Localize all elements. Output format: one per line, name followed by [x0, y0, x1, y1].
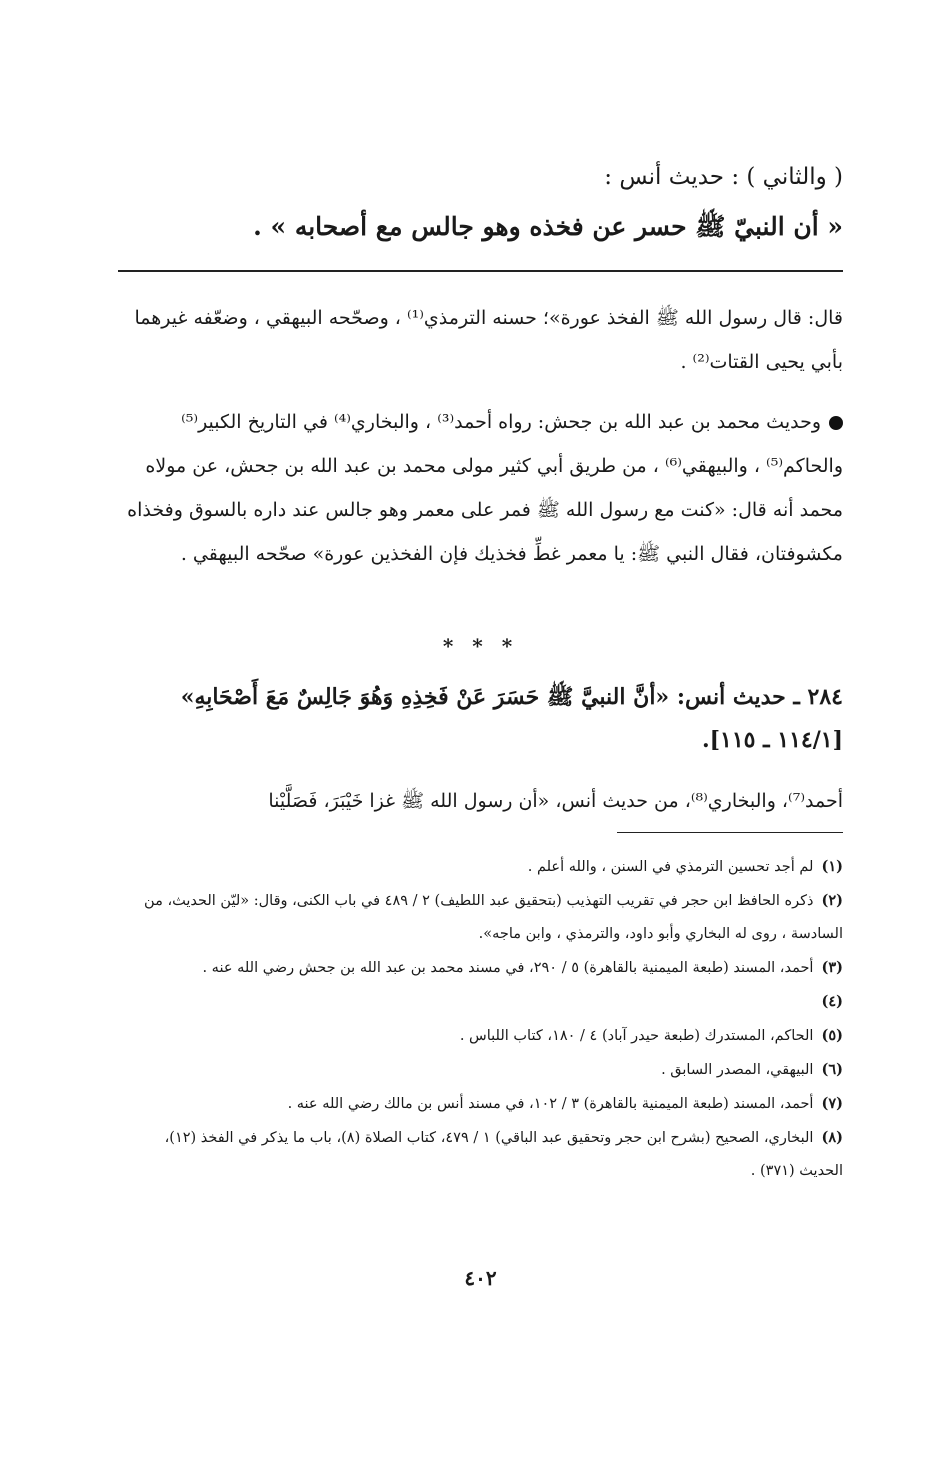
footnote	[118, 1087, 843, 1121]
heading-line-2: « أن النبيّ ﷺ حسر عن فخذه وهو جالس مع أصحابه » .	[253, 212, 843, 241]
bullet-icon	[829, 416, 843, 430]
footnote-number: (٨)	[821, 1129, 843, 1146]
footnote-text: الحاكم، المستدرك (طبعة حيدر آباد) ٤ / ١٨٠، كتاب اللباس .	[459, 1028, 814, 1044]
footnote-text: البخاري، الصحيح (بشرح ابن حجر وتحقيق عبد الباقي) ١ / ٤٧٩، كتاب الصلاة (٨)، باب ما يذكر في الفخذ (١٢)، الحديث (٣٧١) .	[164, 1130, 843, 1179]
footnote-text: ذكره الحافظ ابن حجر في تقريب التهذيب (بتحقيق عبد اللطيف) ٢ / ٤٨٩ في باب الكنى، وقال: «ليّن الحديث، من السادسة ، روى له البخاري وأبو داود، والترمذي ، وابن ماجه».	[144, 893, 843, 942]
footnote-divider	[617, 832, 843, 833]
footnotes	[118, 850, 843, 1188]
heading-divider	[118, 270, 843, 272]
footnote-text: أحمد، المسند (طبعة الميمنية بالقاهرة) ٣ / ١٠٢، في مسند أنس بن مالك رضي الله عنه .	[287, 1096, 814, 1112]
footnote	[118, 850, 843, 884]
paragraph-2	[118, 400, 843, 576]
footnote-number: (٤)	[821, 993, 843, 1010]
footnote	[118, 884, 843, 951]
footnote-number: (٥)	[821, 1027, 843, 1044]
footnote-text: أحمد، المسند (طبعة الميمنية بالقاهرة) ٥ / ٢٩٠، في مسند محمد بن عبد الله بن جحش رضي الله عنه .	[202, 960, 814, 976]
footnote	[118, 1019, 843, 1053]
footnote-number: (١)	[821, 858, 843, 875]
paragraph-3: أحمد⁽⁷⁾، والبخاري⁽⁸⁾، من حديث أنس، «أن رسول الله ﷺ غزا خَيْبَرَ، فَصَلَّيْنا	[268, 790, 843, 812]
heading-line-1: ( والثاني ) : حديث أنس :	[604, 164, 843, 190]
page-number: ٤٠٢	[464, 1266, 497, 1290]
footnote-text: لم أجد تحسين الترمذي في السنن ، والله أعلم .	[527, 859, 814, 875]
footnote	[118, 1053, 843, 1087]
footnote-number: (٦)	[821, 1061, 843, 1078]
section-separator: * * *	[442, 634, 519, 658]
footnote	[118, 985, 843, 1019]
footnote-text: البيهقي، المصدر السابق .	[661, 1062, 814, 1078]
footnote-number: (٣)	[821, 959, 843, 976]
hadith-heading	[118, 676, 843, 762]
chapter-heading	[118, 152, 843, 252]
hadith-text: ٢٨٤ ـ حديث أنس: «أنَّ النبيَّ ﷺ حَسَرَ عَنْ فَخِذِهِ وَهُوَ جَالِسٌ مَعَ أَصْحَابِهِ» [١١٤/١ ـ ١١٥].	[180, 684, 843, 753]
paragraph-2-text: وحديث محمد بن عبد الله بن جحش: رواه أحمد⁽³⁾ ، والبخاري⁽⁴⁾ في التاريخ الكبير⁽⁵⁾ والحاكم⁽⁵⁾ ، والبيهقي⁽⁶⁾ ، من طريق أبي كثير مولى محمد بن عبد الله بن جحش، عن مولاه محمد أنه قال: «كنت مع رسول الله ﷺ فمر على معمر وهو جالس عند داره بالسوق وفخذاه مكشوفتان، فقال النبي ﷺ: يا معمر غطِّ فخذيك فإن الفخذين عورة» صحّحه البيهقي .	[127, 411, 843, 565]
footnote-number: (٢)	[821, 892, 843, 909]
paragraph-1: قال: قال رسول الله ﷺ الفخذ عورة»؛ حسنه الترمذي⁽¹⁾ ، وصحّحه البيهقي ، وضعّفه غيرهما بأبي يحيى القتات⁽²⁾ .	[134, 307, 843, 373]
footnote	[118, 1121, 843, 1188]
footnote-number: (٧)	[821, 1095, 843, 1112]
footnote	[118, 951, 843, 985]
